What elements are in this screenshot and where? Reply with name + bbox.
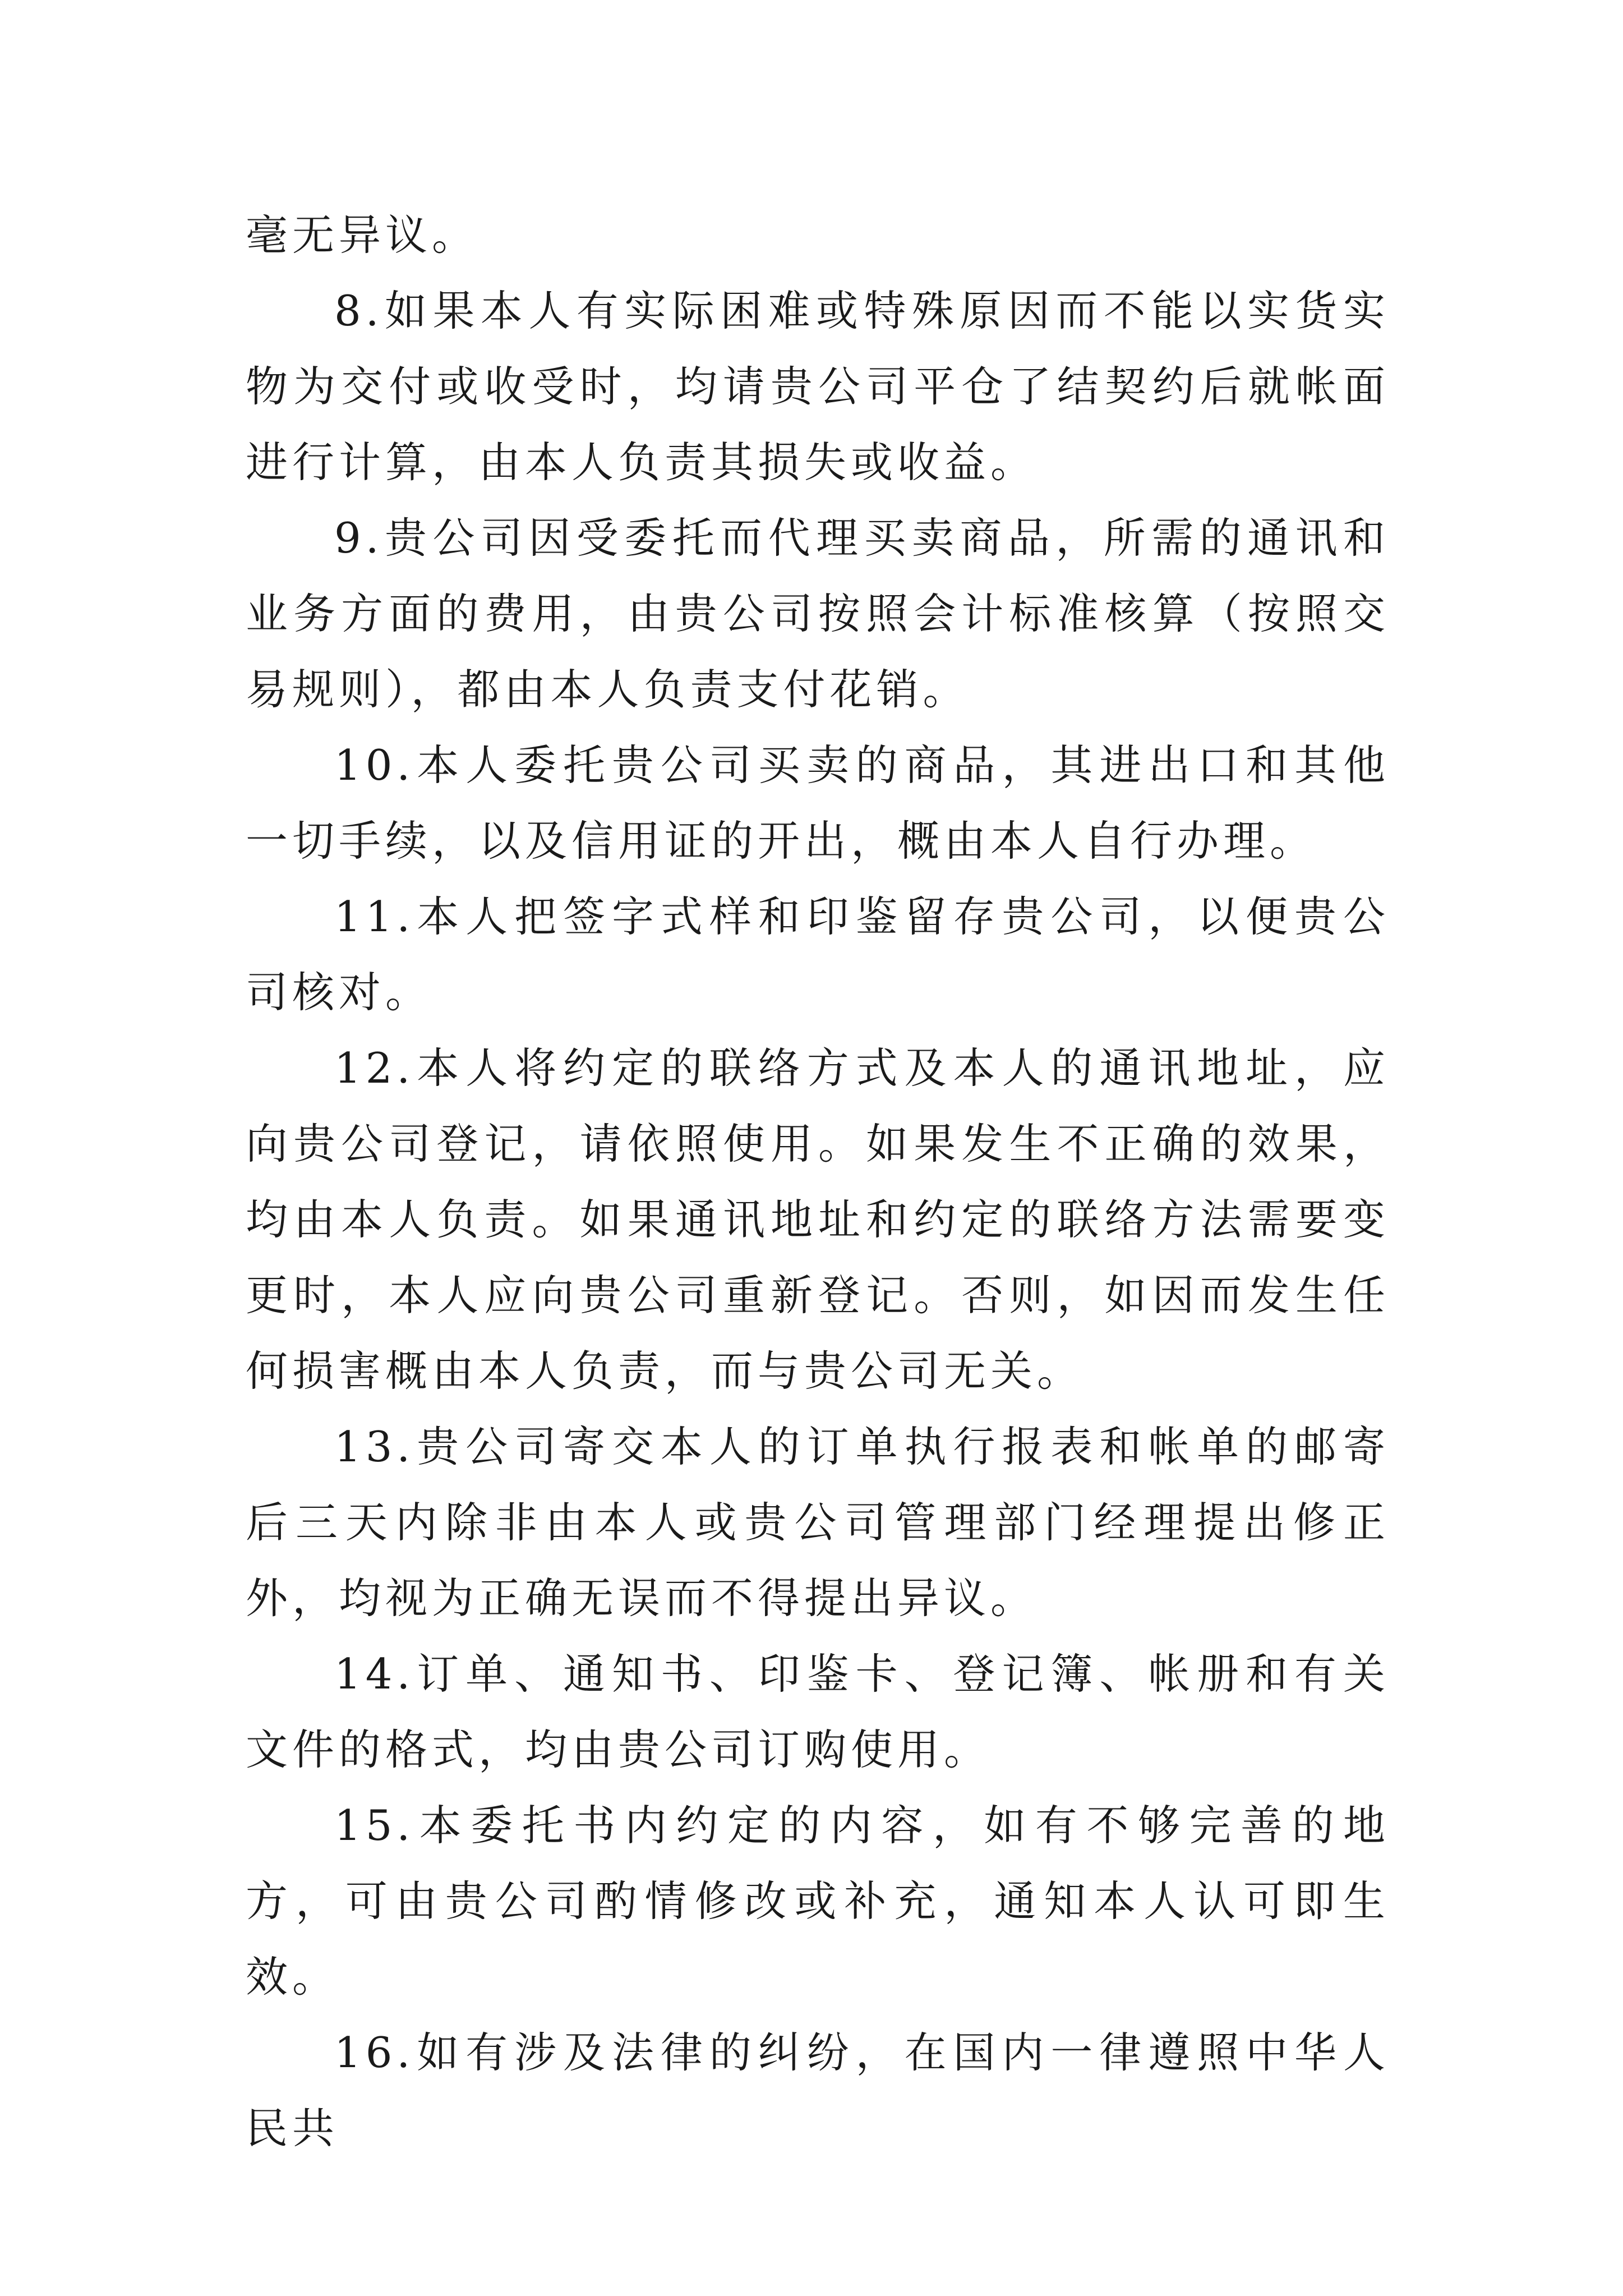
paragraph-clause-13: 13.贵公司寄交本人的订单执行报表和帐单的邮寄后三天内除非由本人或贵公司管理部门经理提出修正外，均视为正确无误而不得提出异议。 [246,1422,1390,1623]
paragraph-clause-11: 11.本人把签字式样和印鉴留存贵公司，以便贵公司核对。 [246,892,1390,1017]
paragraph-clause-9: 9.贵公司因受委托而代理买卖商品，所需的通讯和业务方面的费用，由贵公司按照会计标准核算（按照交易规则），都由本人负责支付花销。 [246,513,1390,714]
paragraph-clause-8: 8.如果本人有实际困难或特殊原因而不能以实货实物为交付或收受时，均请贵公司平仓了结契约后就帐面进行计算，由本人负责其损失或收益。 [246,286,1390,487]
document-body [246,197,1390,2166]
paragraph-clause-12: 12.本人将约定的联络方式及本人的通讯地址，应向贵公司登记，请依照使用。如果发生不正确的效果，均由本人负责。如果通讯地址和约定的联络方法需要变更时，本人应向贵公司重新登记。否则，如因而发生任何损害概由本人负责，而与贵公司无关。 [246,1043,1390,1396]
paragraph-clause-16: 16.如有涉及法律的纠纷，在国内一律遵照中华人民共 [246,2028,1390,2153]
paragraph-clause-10: 10.本人委托贵公司买卖的商品，其进出口和其他一切手续，以及信用证的开出，概由本人自行办理。 [246,740,1390,866]
paragraph-clause-14: 14.订单、通知书、印鉴卡、登记簿、帐册和有关文件的格式，均由贵公司订购使用。 [246,1649,1390,1774]
paragraph-clause-15: 15.本委托书内约定的内容，如有不够完善的地方，可由贵公司酌情修改或补充，通知本人认可即生效。 [246,1801,1390,2001]
paragraph-continuation: 毫无异议。 [246,210,479,260]
